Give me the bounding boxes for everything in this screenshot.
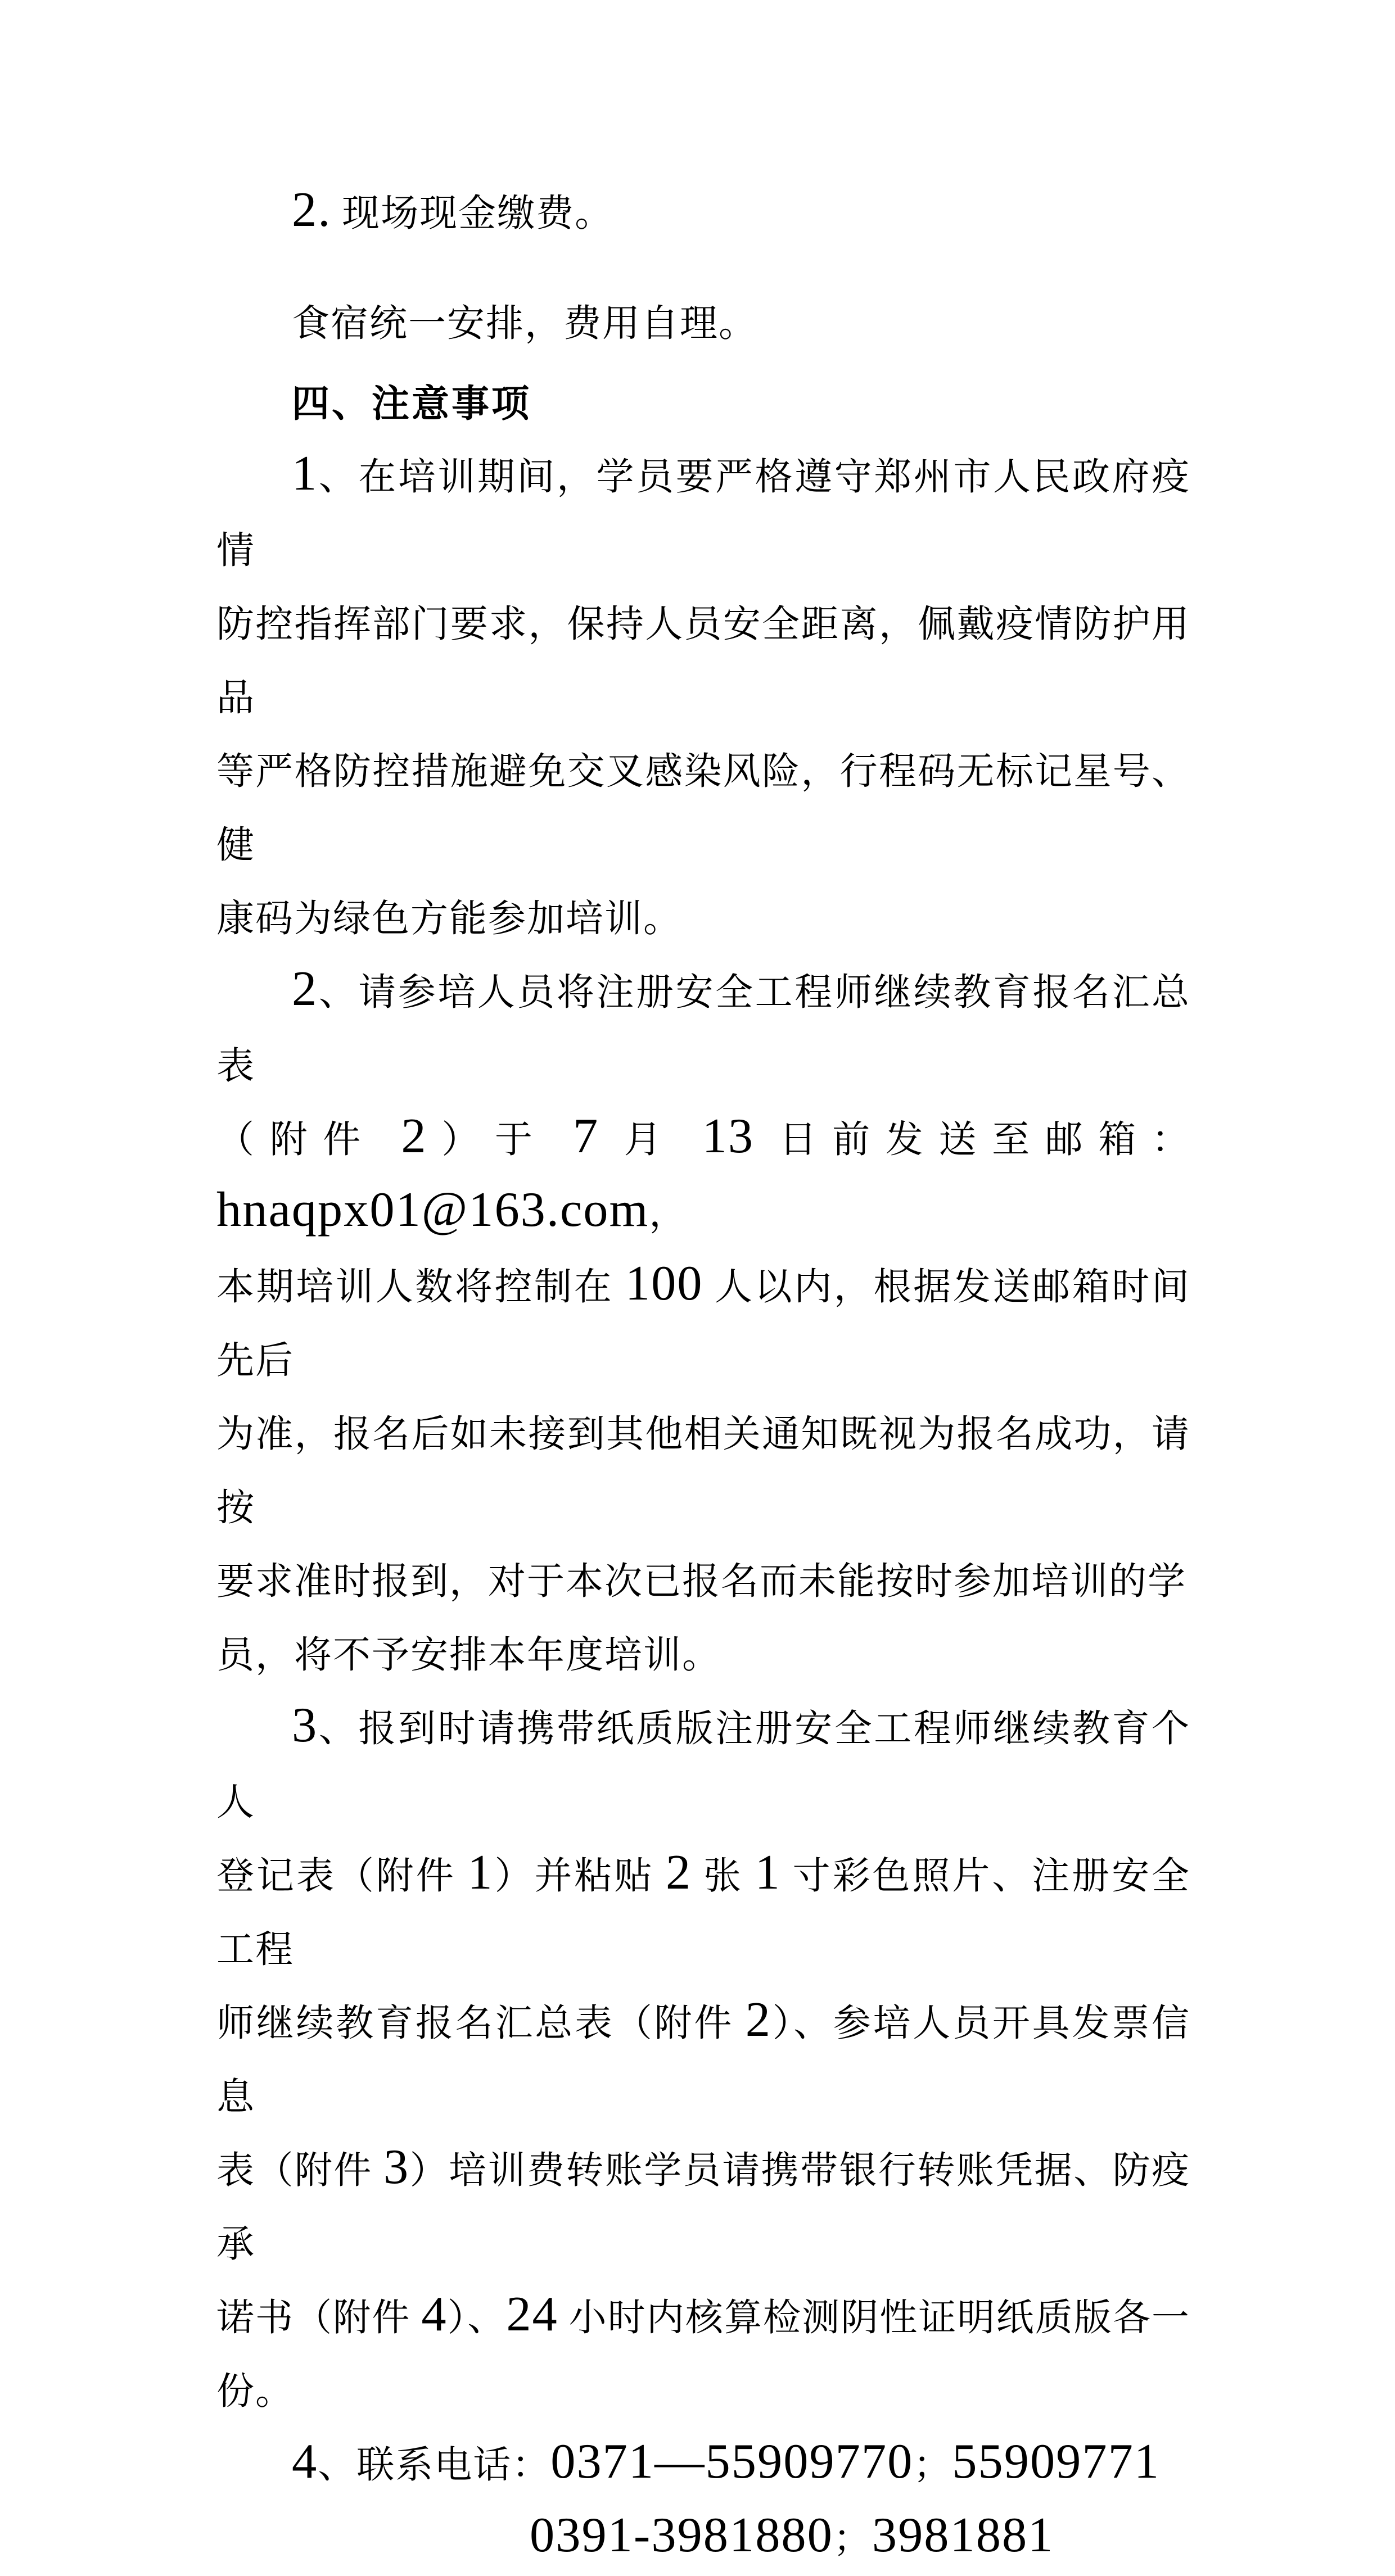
payment-method-item-2	[216, 177, 1190, 251]
text-line: 四、注意事项	[292, 383, 531, 425]
latin-text: 1	[467, 1845, 494, 1900]
latin-text: 2.	[292, 182, 332, 237]
latin-text: 1	[755, 1845, 781, 1900]
text-line: 师继续教育报名汇总表（附件 2）、参培人员开具发票信息	[216, 1992, 1190, 2118]
text-line: 等严格防控措施避免交叉感染风险，行程码无标记星号、健	[216, 751, 1190, 866]
latin-text: 13	[702, 1108, 755, 1163]
text-line: 1、在培训期间，学员要严格遵守郑州市人民政府疫情	[216, 446, 1190, 572]
latin-text: 3981881	[872, 2507, 1054, 2563]
latin-text: 55909771	[952, 2434, 1161, 2489]
note-item-1-epidemic-rules	[216, 441, 1190, 956]
latin-text: 0371—55909770	[550, 2434, 914, 2489]
text-line: 2、请参培人员将注册安全工程师继续教育报名汇总表	[216, 961, 1190, 1087]
document-body	[216, 177, 1190, 2576]
text-line: 康码为绿色方能参加培训。	[216, 898, 682, 940]
latin-text: 4	[421, 2287, 448, 2342]
text-line: 为准，报名后如未接到其他相关通知既视为报名成功，请按	[216, 1414, 1190, 1529]
text-line: （附件 2）于 7 月 13 日前发送至邮箱：hnaqpx01@163.com，	[216, 1108, 1191, 1237]
latin-text: 1	[292, 446, 318, 501]
contact-phones-line2	[216, 2502, 1190, 2576]
board-and-lodging-note	[216, 287, 1190, 361]
note-item-3-checkin-materials	[216, 1692, 1190, 2429]
latin-text: 0391-3981880	[530, 2507, 833, 2563]
text-line: 3、报到时请携带纸质版注册安全工程师继续教育个人	[216, 1697, 1190, 1823]
latin-text: 2	[745, 1992, 771, 2047]
latin-text: 4	[292, 2434, 318, 2489]
latin-text: hnaqpx01@163.com	[216, 1182, 649, 1237]
latin-text: 2	[292, 961, 318, 1016]
latin-text: 3	[383, 2139, 410, 2194]
latin-text: 2	[666, 1845, 692, 1900]
text-line: 食宿统一安排，费用自理。	[292, 303, 757, 345]
text-line: 2. 现场现金缴费。	[292, 182, 614, 237]
text-line: 本期培训人数将控制在 100 人以内，根据发送邮箱时间先后	[216, 1256, 1191, 1382]
latin-text: 24	[506, 2287, 558, 2342]
text-line: 0391-3981880；3981881	[530, 2507, 1054, 2563]
section-heading-notes	[216, 367, 1190, 441]
latin-text: 7	[572, 1108, 599, 1163]
text-line: 4、联系电话：0371—55909770；55909771	[292, 2434, 1161, 2489]
text-line: 要求准时报到，对于本次已报名而未能按时参加培训的学	[216, 1561, 1186, 1602]
text-line: 诺书（附件 4）、24 小时内核算检测阴性证明纸质版各一份。	[216, 2287, 1190, 2412]
text-line: 员，将不予安排本年度培训。	[216, 1635, 721, 1676]
latin-text: 100	[625, 1256, 703, 1311]
text-line: 防控指挥部门要求，保持人员安全距离，佩戴疫情防护用品	[216, 604, 1190, 719]
latin-text: 3	[292, 1697, 318, 1753]
latin-text: 2	[401, 1108, 427, 1163]
text-line: 表（附件 3）培训费转账学员请携带银行转账凭据、防疫承	[216, 2139, 1191, 2265]
note-item-2-registration-email	[216, 956, 1190, 1692]
text-line: 登记表（附件 1）并粘贴 2 张 1 寸彩色照片、注册安全工程	[216, 1845, 1191, 1971]
note-item-4-contact-phones-line1	[216, 2429, 1190, 2502]
